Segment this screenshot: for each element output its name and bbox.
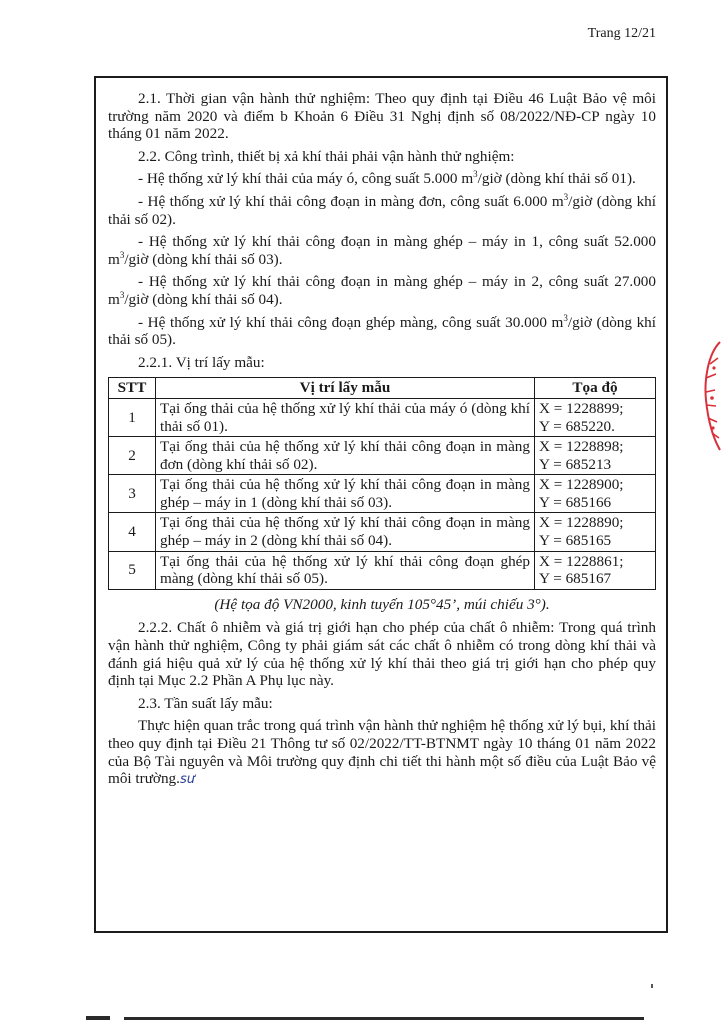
paragraph-monitoring: Thực hiện quan trắc trong quá trình vận hành thử nghiệm hệ thống xử lý bụi, khí thải theo quy định tại Điều 21 Thông tư số 02/2022/TT-BTNMT ngày 10 tháng 01 năm 2022 của Bộ Tài nguyên và Môi trường quy định chi tiết thi hành một số điều của Luật Bảo vệ môi trường.sư xyxy=(108,717,656,788)
paragraph-2-2-1: 2.2.1. Vị trí lấy mẫu: xyxy=(138,353,265,371)
coord-y: Y = 685167 xyxy=(539,570,612,588)
coord-x: X = 1228861; xyxy=(539,552,624,570)
paragraph-2-2-2: 2.2.2. Chất ô nhiễm và giá trị giới hạn cho phép của chất ô nhiễm: Trong quá trình vận hành thử nghiệm, Công ty phải giám sát các chất ô nhiễm có trong dòng khí thải và đánh giá hiệu quả xử lý của hệ thống xử lý khí thải theo giá trị giới hạn cho phép quy định tại Mục 2.2 Phần A Phụ lục này. xyxy=(108,619,656,690)
red-stamp-fragment xyxy=(698,340,722,452)
table-row xyxy=(109,513,656,551)
initial-signature: sư xyxy=(179,772,195,788)
list-item: - Hệ thống xử lý khí thải công đoạn ghép màng, công suất 30.000 $m^3$/giờ (dòng khí thải số 05). xyxy=(108,312,656,349)
paragraph-2-3: 2.3. Tần suất lấy mẫu: xyxy=(138,694,273,712)
document-body xyxy=(108,90,656,794)
document-frame xyxy=(94,76,668,933)
table-row xyxy=(109,475,656,513)
table-row xyxy=(109,551,656,589)
row-coordinates xyxy=(535,437,656,475)
coord-x: X = 1228900; xyxy=(539,476,624,494)
table-row xyxy=(109,437,656,475)
row-coordinates xyxy=(535,513,656,551)
coord-x: X = 1228890; xyxy=(539,514,624,532)
row-stt: 4 xyxy=(109,513,156,551)
coordinate-system-note: (Hệ tọa độ VN2000, kinh tuyến 105°45’, múi chiếu 3°). xyxy=(214,595,550,613)
header-location: Vị trí lấy mẫu xyxy=(156,378,535,399)
header-stt: STT xyxy=(109,378,156,399)
row-location: Tại ống thải của hệ thống xử lý khí thải công đoạn in màng ghép – máy in 2 (dòng khí thải số 04). xyxy=(156,513,535,551)
row-coordinates xyxy=(535,551,656,589)
list-item: - Hệ thống xử lý khí thải công đoạn in màng đơn, công suất 6.000 $m^3$/giờ (dòng khí thải số 02). xyxy=(108,191,656,228)
row-coordinates xyxy=(535,398,656,436)
page-number: Trang 12/21 xyxy=(587,26,656,41)
row-location: Tại ống thải của hệ thống xử lý khí thải công đoạn in màng ghép – máy in 1 (dòng khí thải số 03). xyxy=(156,475,535,513)
list-item: - Hệ thống xử lý khí thải công đoạn in màng ghép – máy in 1, công suất 52.000 $m^3$/giờ (dòng khí thải số 03). xyxy=(108,233,656,268)
row-coordinates xyxy=(535,475,656,513)
table-header-row xyxy=(109,378,656,399)
coord-y: Y = 685213 xyxy=(539,455,612,473)
row-location: Tại ống thải của hệ thống xử lý khí thải công đoạn in màng đơn (dòng khí thải số 02). xyxy=(156,437,535,475)
scan-speck xyxy=(651,984,653,988)
list-item: - Hệ thống xử lý khí thải công đoạn in màng ghép – máy in 2, công suất 27.000 $m^3$/giờ (dòng khí thải số 04). xyxy=(108,273,656,308)
footer-rule xyxy=(124,1017,644,1020)
table-row xyxy=(109,398,656,436)
sampling-location-table xyxy=(108,377,656,590)
coord-x: X = 1228899; xyxy=(539,399,624,417)
paragraph-2-1: 2.1. Thời gian vận hành thử nghiệm: Theo quy định tại Điều 46 Luật Bảo vệ môi trường năm 2020 và điểm b Khoản 6 Điều 31 Nghị định số 08/2022/NĐ-CP ngày 10 tháng 01 năm 2022. xyxy=(108,90,656,143)
row-location: Tại ống thải của hệ thống xử lý khí thải công đoạn ghép màng (dòng khí thải số 05). xyxy=(156,551,535,589)
list-item: - Hệ thống xử lý khí thải của máy ó, công suất 5.000 $m^3$/giờ (dòng khí thải số 01). xyxy=(138,169,636,188)
row-stt: 5 xyxy=(109,551,156,589)
paragraph-2-2: 2.2. Công trình, thiết bị xả khí thải phải vận hành thử nghiệm: xyxy=(138,147,515,165)
coord-y: Y = 685165 xyxy=(539,532,612,550)
coord-x: X = 1228898; xyxy=(539,438,624,456)
coord-y: Y = 685220. xyxy=(539,417,615,435)
coord-y: Y = 685166 xyxy=(539,493,612,511)
row-stt: 1 xyxy=(109,398,156,436)
row-stt: 3 xyxy=(109,475,156,513)
header-coordinates: Tọa độ xyxy=(535,378,656,399)
row-stt: 2 xyxy=(109,437,156,475)
footer-mark xyxy=(86,1016,110,1020)
row-location: Tại ống thải của hệ thống xử lý khí thải của máy ó (dòng khí thải số 01). xyxy=(156,398,535,436)
